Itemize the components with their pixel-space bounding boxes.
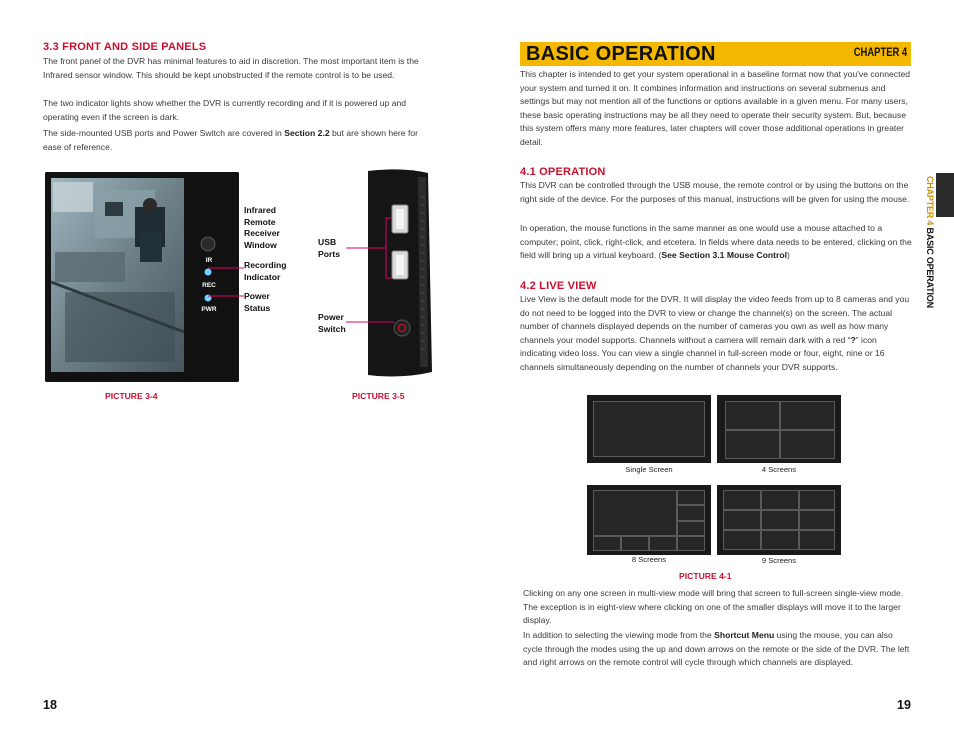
thumb-four-screens	[717, 395, 841, 463]
section-title-3-3: 3.3 FRONT AND SIDE PANELS	[43, 41, 207, 53]
callout-power-switch: Power Switch	[318, 312, 346, 334]
eight-screen-main-cell	[593, 490, 677, 536]
nine-screen-cell	[723, 510, 761, 530]
page-number-left: 18	[43, 698, 57, 712]
nine-screen-cell	[799, 510, 835, 530]
caption-four-screens: 4 Screens	[761, 465, 797, 474]
thumb-eight-screens	[587, 485, 711, 555]
page-number-right: 19	[897, 698, 911, 712]
video-loss-icon-glyph: ?	[850, 334, 856, 345]
eight-screen-cell	[677, 490, 705, 505]
caption-picture-4-1: PICTURE 4-1	[679, 571, 732, 581]
paragraph-mouse-functions: In operation, the mouse functions in the same manner as one would use a mouse attached to a computer; point, click, right-click, and etcetera. In fields where data needs to be entered, clicking on the field will bring up a virtual keyboard. (See Section 3.1 Mouse Control)	[520, 223, 912, 261]
four-screen-cell	[725, 430, 780, 459]
caption-picture-3-4: PICTURE 3-4	[105, 391, 158, 401]
paragraph-cycle-modes: In addition to selecting the viewing mode from the Shortcut Menu using the mouse, you can also cycle through the modes using the up and down arrows on the remote or the side of the DVR. The left and right arrows on the remote control will cycle through which channels are displayed.	[523, 630, 910, 668]
nine-screen-cell	[799, 530, 835, 550]
paragraph-front-panel: The front panel of the DVR has minimal features to aid in discretion. The most important item is the Infrared sensor window. This should be kept unobstructed if the remote control is to be used.	[43, 56, 419, 80]
side-tab-chapter: CHAPTER 4	[925, 176, 935, 226]
section-title-4-1: 4.1 OPERATION	[520, 166, 606, 178]
eight-screen-cell	[677, 505, 705, 521]
caption-nine-screens: 9 Screens	[761, 556, 797, 565]
thumb-nine-screens	[717, 485, 841, 555]
paragraph-intro: This chapter is intended to get your system operational in a baseline format now that you've connected your system and turned it on. It combines information and instructions on several submenus and settings but may not mention all of the functions or options available in a given menu. For many users, these basic operating instructions may be all they need to operate their security system. But, because this system offers many more features, later chapters will cover those additional operations in greater detail.	[520, 69, 911, 147]
callout-usb-ports: USB Ports	[318, 237, 340, 259]
banner-title: BASIC OPERATION	[526, 43, 716, 65]
paragraph-operation-controls: This DVR can be controlled through the USB mouse, the remote control or by using the buttons on the right side of the device. For the purposes of this manual, instructions will be given for using the mouse.	[520, 180, 910, 204]
caption-eight-screens: 8 Screens	[631, 555, 667, 564]
callout-infrared-window: Infrared Remote Receiver Window	[244, 205, 280, 250]
led-label-ir: IR	[205, 257, 213, 264]
caption-single-screen: Single Screen	[625, 465, 673, 474]
nine-screen-cell	[761, 530, 799, 550]
eight-screen-cell	[593, 536, 621, 551]
side-tab-marker	[936, 173, 954, 217]
four-screen-cell	[780, 401, 835, 430]
four-screen-cell	[725, 401, 780, 430]
paragraph-indicator-lights: The two indicator lights show whether the DVR is currently recording and if it is powered up and operating even if the screen is dark.	[43, 98, 407, 122]
single-screen-cell	[593, 401, 705, 457]
eight-screen-cell	[677, 536, 705, 551]
callout-power-status: Power Status	[244, 291, 271, 313]
paragraph-multi-view-click: Clicking on any one screen in multi-view mode will bring that screen to full-screen single-view mode. The exception is in eight-view where clicking on one of the smaller displays will move it to the larger display.	[523, 588, 904, 626]
nine-screen-cell	[761, 490, 799, 510]
shortcut-menu-reference: Shortcut Menu	[714, 630, 775, 640]
section-title-4-2: 4.2 LIVE VIEW	[520, 280, 597, 292]
led-label-rec: REC	[202, 282, 216, 289]
paragraph-live-view: Live View is the default mode for the DVR. It will display the video feeds from up to 8 cameras and you do not need to be logged into the DVR to view or change the channel(s) on the screen. The actual number of channels displayed depends on the number of cameras you own as well as how many channels your model supports. Channels without a camera will remain dark with a red “?” icon indicating video loss. You can view a single channel in full-screen mode or four, eight, nine or 16 channels simultaneously depending on the number of channels your DVR supports.	[520, 294, 910, 372]
eight-screen-cell	[677, 521, 705, 536]
callout-lines-side	[346, 212, 408, 332]
side-tab	[920, 176, 935, 308]
led-label-pwr: PWR	[201, 306, 217, 313]
four-screen-cell	[780, 430, 835, 459]
section-2-2-reference: Section 2.2	[284, 128, 330, 138]
eight-screen-cell	[621, 536, 649, 551]
chapter-banner	[520, 42, 911, 66]
eight-screen-cell	[649, 536, 677, 551]
mouse-control-reference: See Section 3.1 Mouse Control	[661, 250, 787, 261]
nine-screen-cell	[761, 510, 799, 530]
banner-chapter-label: CHAPTER 4	[853, 47, 907, 59]
thumb-single-screen	[587, 395, 711, 463]
nine-screen-cell	[799, 490, 835, 510]
side-tab-title: BASIC OPERATION	[925, 227, 935, 308]
nine-screen-cell	[723, 530, 761, 550]
caption-picture-3-5: PICTURE 3-5	[352, 391, 405, 401]
nine-screen-cell	[723, 490, 761, 510]
callout-lines-front	[200, 240, 248, 300]
paragraph-side-ports: The side-mounted USB ports and Power Switch are covered in Section 2.2 but are shown here for ease of reference.	[43, 128, 418, 152]
callout-recording-indicator: Recording Indicator	[244, 260, 287, 282]
